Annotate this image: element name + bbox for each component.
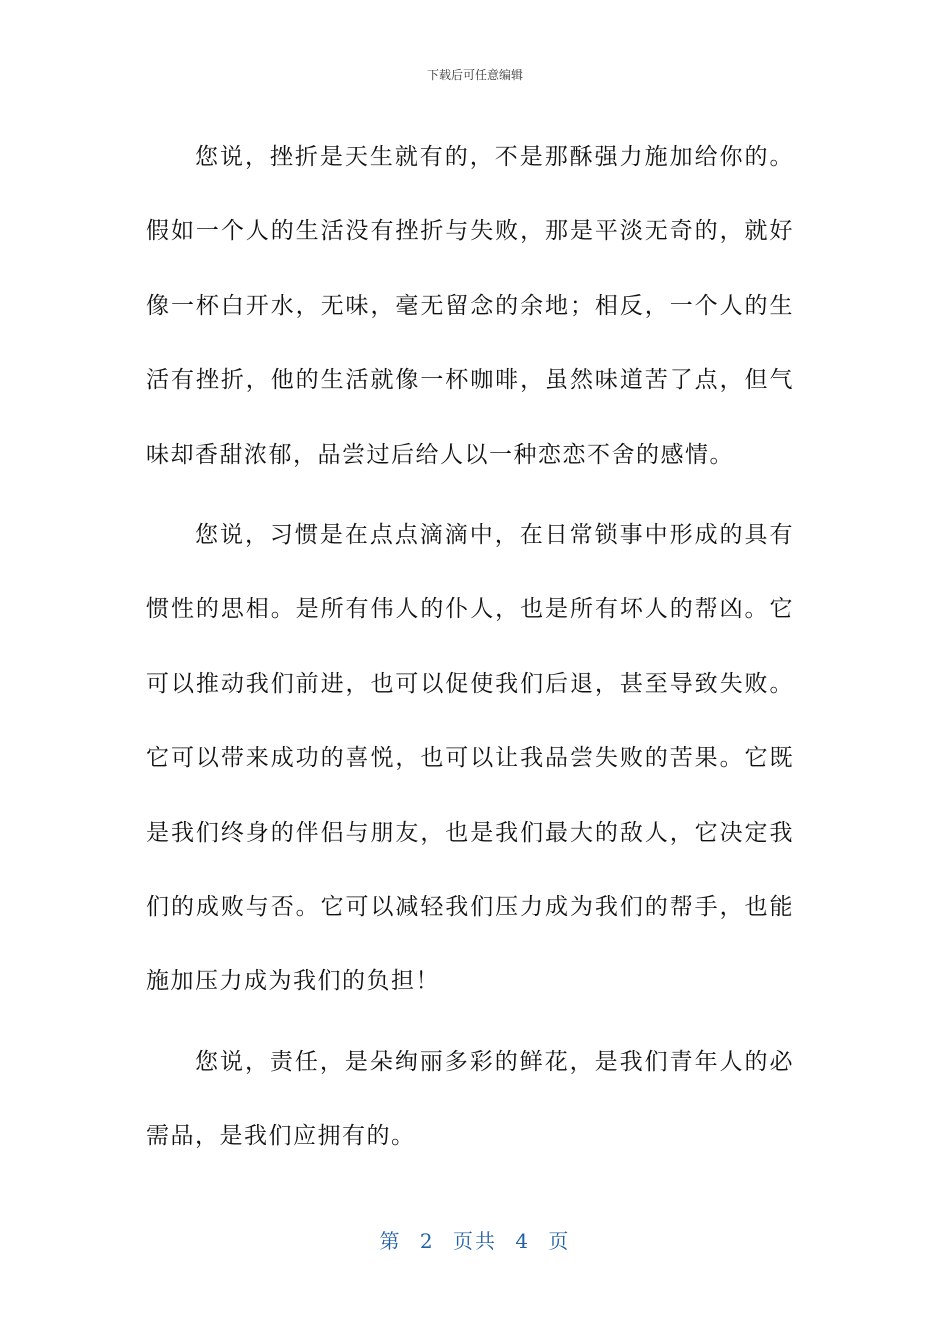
page-header: 下载后可任意编辑 <box>426 68 523 82</box>
paragraph-frustration: 您说，挫折是天生就有的，不是那酥强力施加给你的。假如一个人的生活没有挫折与失败，那是平淡无奇的，就好像一杯白开水，无味，毫无留念的余地；相反，一个人的生活有挫折，他的生活就像一杯咖啡，虽然味道苦了点，但气味却香甜浓郁，品尝过后给人以一种恋恋不舍的感情。 <box>146 144 794 468</box>
page-number-footer: 第 2 页共 4 页 <box>379 1229 571 1253</box>
document-body <box>146 120 794 1180</box>
paragraph-habit: 您说，习惯是在点点滴滴中，在日常锁事中形成的具有惯性的思相。是所有伟人的仆人，也是所有坏人的帮凶。它可以推动我们前进，也可以促使我们后退，甚至导致失败。它可以带来成功的喜悦，也可以让我品尝失败的苦果。它既是我们终身的伴侣与朋友，也是我们最大的敌人，它决定我们的成败与否。它可以减轻我们压力成为我们的帮手，也能施加压力成为我们的负担！ <box>146 522 794 995</box>
paragraph-responsibility: 您说，责任，是朵绚丽多彩的鲜花，是我们青年人的必需品，是我们应拥有的。 <box>146 1048 794 1150</box>
